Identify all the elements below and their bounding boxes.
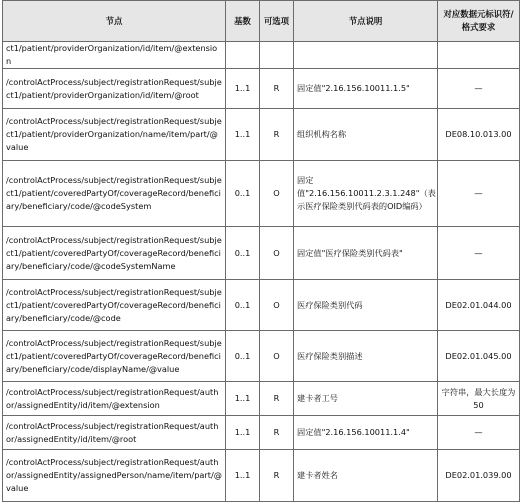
optional-cell: R <box>260 109 294 161</box>
description-cell: 固定值"2.16.156.10011.1.5" <box>294 69 438 109</box>
description-cell: 医疗保险类别代码 <box>294 280 438 331</box>
data-element-cell: — <box>438 227 520 280</box>
node-path-cell: /controlActProcess/subject/registrationRequest/author/assignedEntity/id/item/@root <box>3 416 226 450</box>
table-row <box>3 227 520 280</box>
cardinality-cell: 1..1 <box>226 416 260 450</box>
table-row <box>3 69 520 109</box>
description-cell: 建卡者工号 <box>294 382 438 416</box>
table-row <box>3 382 520 416</box>
table-row <box>3 109 520 161</box>
node-path-cell: /controlActProcess/subject/registrationRequest/author/assignedEntity/id/item/@extension <box>3 382 226 416</box>
header-description: 节点说明 <box>294 1 438 42</box>
optional-cell: R <box>260 69 294 109</box>
cardinality-cell: 0..1 <box>226 161 260 227</box>
optional-cell: O <box>260 161 294 227</box>
cardinality-cell: 0..1 <box>226 331 260 382</box>
table-row <box>3 280 520 331</box>
optional-cell: R <box>260 416 294 450</box>
node-path-cell: /controlActProcess/subject/registrationRequest/author/assignedEntity/assignedPerson/name/item/part/@value <box>3 450 226 502</box>
node-path-cell: /controlActProcess/subject/registrationRequest/subject1/patient/coveredPartyOf/coverageRecord/beneficiary/beneficiary/code/displayName/@value <box>3 331 226 382</box>
node-path-cell: /controlActProcess/subject/registrationRequest/subject1/patient/coveredPartyOf/coverageRecord/beneficiary/beneficiary/code/@codeSystem <box>3 161 226 227</box>
table-row <box>3 161 520 227</box>
cardinality-cell: 1..1 <box>226 69 260 109</box>
header-data-element: 对应数据元标识符/格式要求 <box>438 1 520 42</box>
data-element-cell: DE02.01.045.00 <box>438 331 520 382</box>
optional-cell: O <box>260 280 294 331</box>
optional-cell <box>260 42 294 69</box>
cardinality-cell <box>226 42 260 69</box>
header-node: 节点 <box>3 1 226 42</box>
table-header <box>3 1 520 42</box>
description-cell: 医疗保险类别描述 <box>294 331 438 382</box>
description-cell: 固定值"2.16.156.10011.2.3.1.248"（表示医疗保险类别代码表的OID编码） <box>294 161 438 227</box>
data-element-cell <box>438 42 520 69</box>
description-cell: 固定值"医疗保险类别代码表" <box>294 227 438 280</box>
node-path-cell: /controlActProcess/subject/registrationRequest/subject1/patient/coveredPartyOf/coverageRecord/beneficiary/beneficiary/code/@codeSystemName <box>3 227 226 280</box>
node-path-cell: /controlActProcess/subject/registrationRequest/subject1/patient/coveredPartyOf/coverageRecord/beneficiary/beneficiary/code/@code <box>3 280 226 331</box>
data-element-cell: DE02.01.039.00 <box>438 450 520 502</box>
data-element-cell: — <box>438 416 520 450</box>
table-row <box>3 416 520 450</box>
data-element-cell: 字符串，最大长度为50 <box>438 382 520 416</box>
cardinality-cell: 0..1 <box>226 280 260 331</box>
cardinality-cell: 1..1 <box>226 109 260 161</box>
description-cell: 固定值"2.16.156.10011.1.4" <box>294 416 438 450</box>
description-cell <box>294 42 438 69</box>
optional-cell: O <box>260 331 294 382</box>
header-cardinality: 基数 <box>226 1 260 42</box>
table-body <box>3 42 520 502</box>
optional-cell: R <box>260 450 294 502</box>
table-row <box>3 42 520 69</box>
optional-cell: O <box>260 227 294 280</box>
data-element-cell: DE02.01.044.00 <box>438 280 520 331</box>
table-row <box>3 450 520 502</box>
data-element-cell: — <box>438 161 520 227</box>
cardinality-cell: 0..1 <box>226 227 260 280</box>
cardinality-cell: 1..1 <box>226 450 260 502</box>
optional-cell: R <box>260 382 294 416</box>
data-element-cell: DE08.10.013.00 <box>438 109 520 161</box>
header-row <box>3 1 520 42</box>
node-path-cell: ct1/patient/providerOrganization/id/item/@extension <box>3 42 226 69</box>
description-cell: 建卡者姓名 <box>294 450 438 502</box>
description-cell: 组织机构名称 <box>294 109 438 161</box>
node-path-cell: /controlActProcess/subject/registrationRequest/subject1/patient/providerOrganization/id/item/@root <box>3 69 226 109</box>
node-spec-table <box>2 0 520 502</box>
data-element-cell: — <box>438 69 520 109</box>
header-optional: 可选项 <box>260 1 294 42</box>
table-row <box>3 331 520 382</box>
cardinality-cell: 1..1 <box>226 382 260 416</box>
node-path-cell: /controlActProcess/subject/registrationRequest/subject1/patient/providerOrganization/name/item/part/@value <box>3 109 226 161</box>
